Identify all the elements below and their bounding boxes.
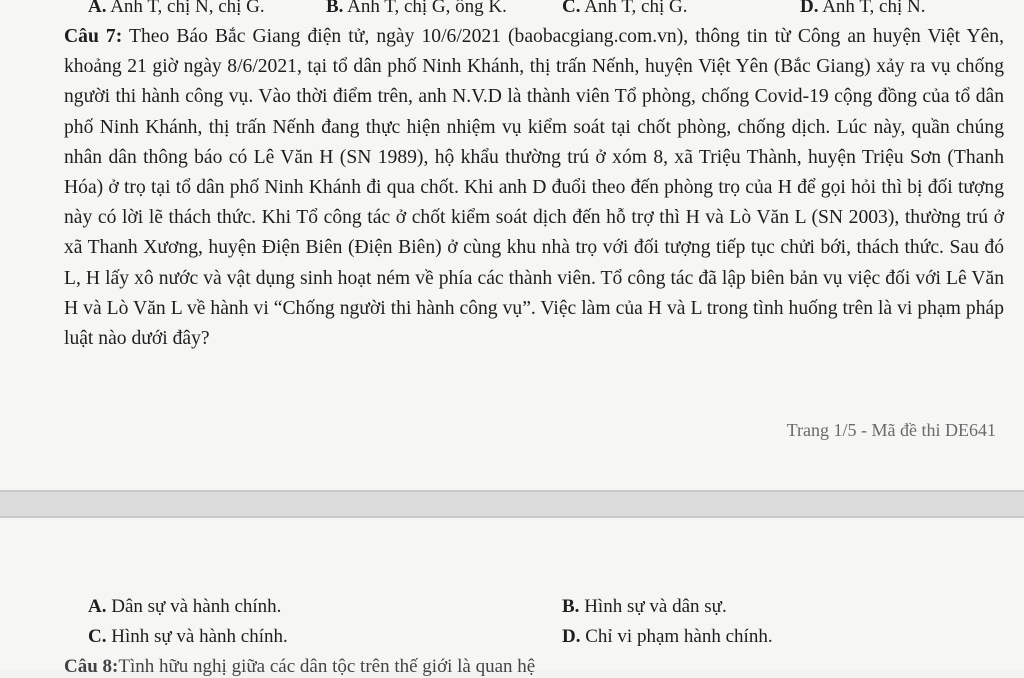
page-2 (0, 518, 1024, 677)
page-separator (0, 490, 1024, 518)
question-8 (64, 656, 536, 678)
prev-option-b-letter: B. (326, 0, 344, 17)
option-b-letter: B. (562, 596, 580, 617)
question-8-label: Câu 8: (64, 656, 119, 677)
option-d-letter: D. (562, 626, 581, 647)
question-8-text: Tình hữu nghị giữa các dân tộc trên thế giới là quan hệ (118, 656, 536, 677)
prev-option-a-letter: A. (88, 0, 107, 17)
option-c-text: Hình sự và hành chính. (111, 626, 288, 647)
option-d-text: Chỉ vi phạm hành chính. (585, 626, 773, 647)
prev-option-c (562, 0, 687, 18)
prev-option-c-text: Anh T, chị G. (584, 0, 688, 17)
previous-question-options (0, 0, 1024, 20)
option-b-text: Hình sự và dân sự. (584, 596, 727, 617)
option-a-letter: A. (88, 596, 107, 617)
option-a-text: Dân sự và hành chính. (111, 596, 282, 617)
prev-option-d-text: Anh T, chị N. (822, 0, 926, 17)
option-b[interactable] (562, 596, 727, 618)
option-d[interactable] (562, 626, 773, 648)
option-c[interactable] (88, 626, 288, 648)
question-7 (64, 22, 1004, 354)
question-text: Theo Báo Bắc Giang điện tử, ngày 10/6/2021 (baobacgiang.com.vn), thông tin từ Công an huyện Việt Yên, khoảng 21 giờ ngày 8/6/2021, tại tổ dân phố Ninh Khánh, thị trấn Nếnh, huyện Việt Yên (Bắc Giang) xảy ra vụ chống người thi hành công vụ. Vào thời điểm trên, anh N.V.D là thành viên Tổ phòng, chống Covid-19 cộng đồng của tổ dân phố Ninh Khánh, thị trấn Nếnh đang thực hiện nhiệm vụ kiểm soát tại chốt phòng, chống dịch. Lúc này, quần chúng nhân dân thông báo có Lê Văn H (SN 1989), hộ khẩu thường trú ở xóm 8, xã Triệu Thành, huyện Triệu Sơn (Thanh Hóa) ở trọ tại tổ dân phố Ninh Khánh đi qua chốt. Khi anh D đuổi theo đến phòng trọ của H để gọi hỏi thì bị đối tượng này có lời lẽ thách thức. Khi Tổ công tác ở chốt kiểm soát dịch đến hỗ trợ thì H và Lò Văn L (SN 2003), thường trú ở xã Thanh Xương, huyện Điện Biên (Điện Biên) ở cùng khu nhà trọ với đối tượng tiếp tục chửi bới, thách thức. Sau đó L, H lấy xô nước và vật dụng sinh hoạt ném về phía các thành viên. Tổ công tác đã lập biên bản vụ việc đối với Lê Văn H và Lò Văn L về hành vi “Chống người thi hành công vụ”. Việc làm của H và L trong tình huống trên là vi phạm pháp luật nào dưới đây? (64, 26, 1004, 350)
prev-option-d (800, 0, 925, 18)
prev-option-a (88, 0, 265, 18)
prev-option-c-letter: C. (562, 0, 581, 17)
prev-option-a-text: Anh T, chị N, chị G. (110, 0, 265, 17)
prev-option-b-text: Anh T, chị G, ông K. (347, 0, 507, 17)
page-footer: Trang 1/5 - Mã đề thi DE641 (786, 420, 996, 440)
prev-option-b (326, 0, 507, 18)
prev-option-d-letter: D. (800, 0, 819, 17)
option-a[interactable] (88, 596, 281, 618)
question-label: Câu 7: (64, 26, 123, 47)
option-c-letter: C. (88, 626, 107, 647)
